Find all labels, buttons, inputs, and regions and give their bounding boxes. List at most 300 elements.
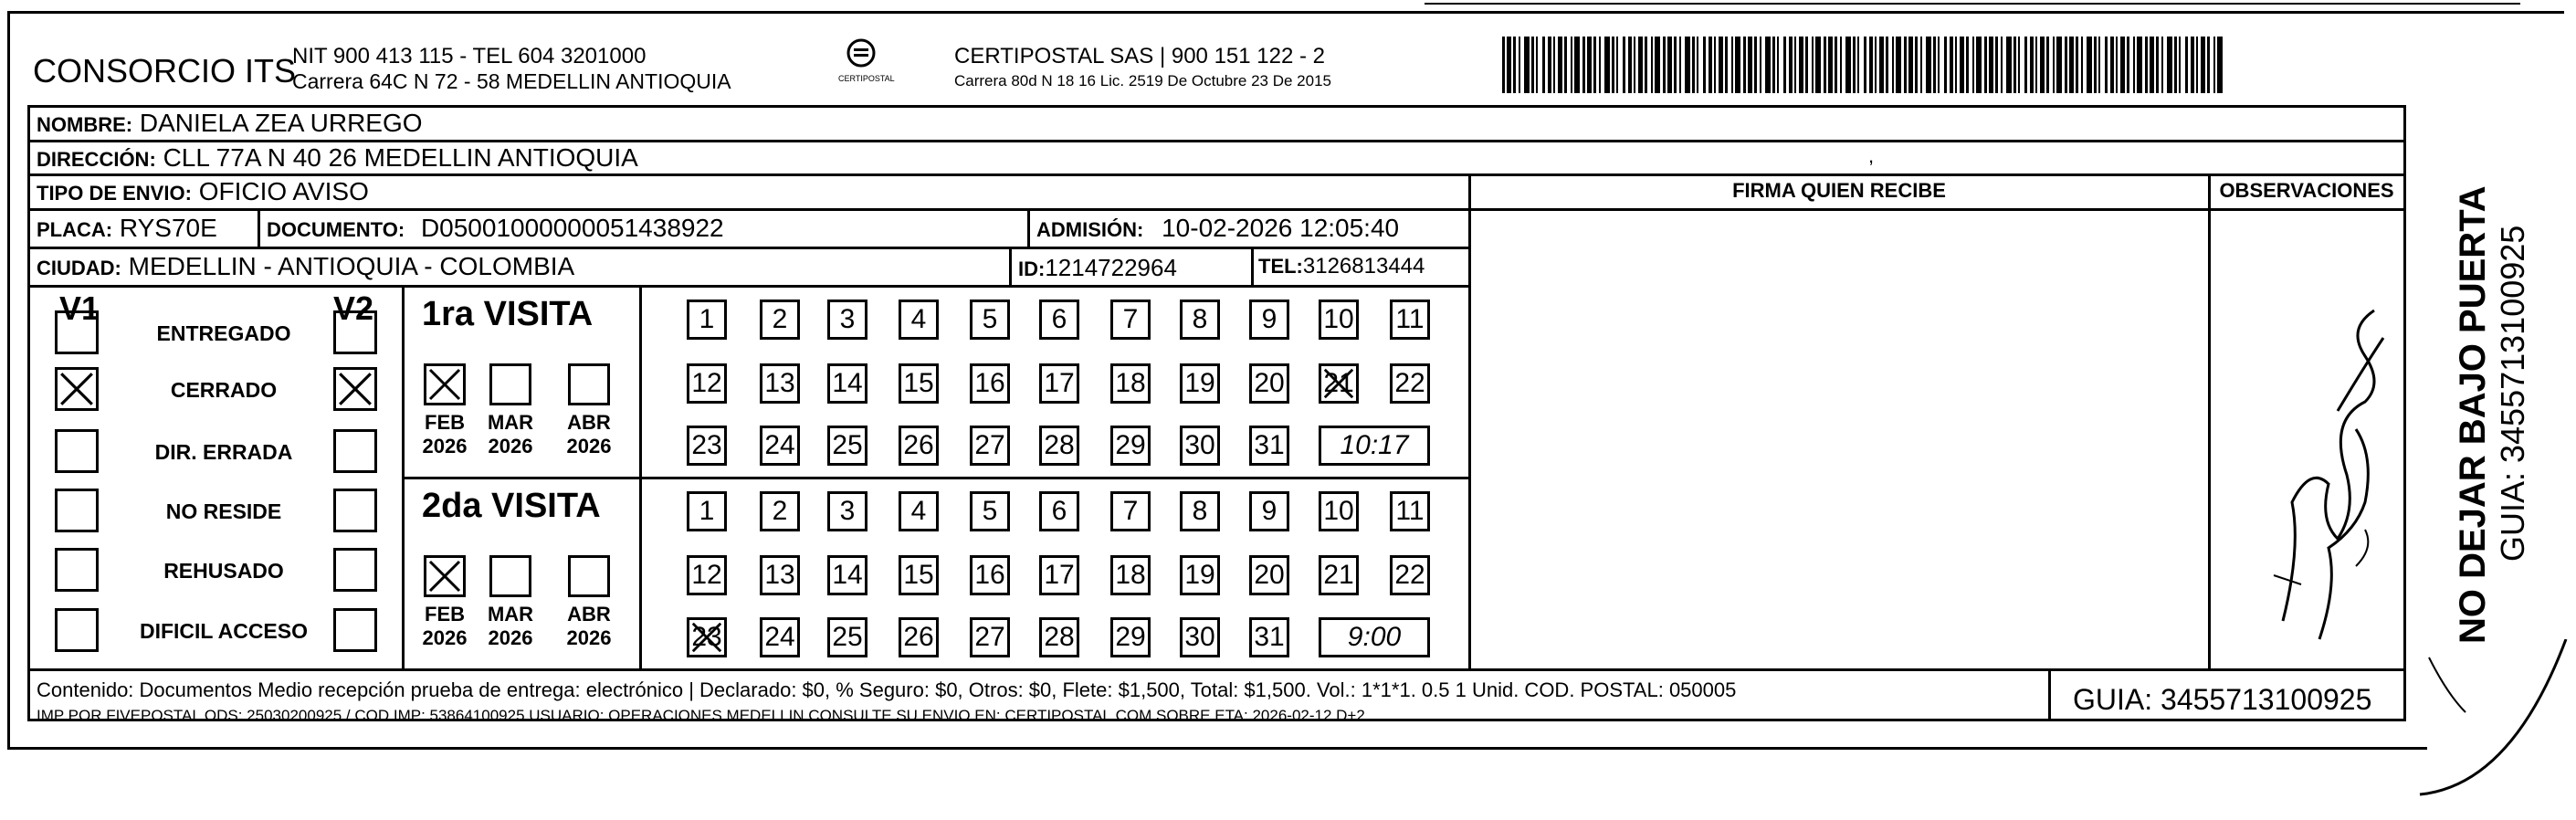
- day-cell: 23: [687, 617, 727, 657]
- barcode-bar: [1748, 37, 1752, 93]
- row-line-5: [27, 285, 1470, 288]
- barcode-bar: [1857, 37, 1859, 93]
- month-label: [560, 603, 618, 651]
- barcode-bar: [2018, 37, 2020, 93]
- barcode-bar: [1896, 37, 1901, 93]
- time-box: 10:17: [1319, 426, 1430, 466]
- barcode-bar: [1869, 37, 1873, 93]
- barcode-bar: [1524, 37, 1530, 93]
- barcode-bar: [1794, 37, 1796, 93]
- admision-sep: [1027, 208, 1030, 248]
- barcode-bar: [2145, 37, 2148, 93]
- barcode-bar: [1638, 37, 1643, 93]
- ciudad-cell: [37, 254, 574, 279]
- time-box: 9:00: [1319, 617, 1430, 657]
- day-cell: 27: [970, 426, 1010, 466]
- day-cell: 17: [1039, 363, 1079, 404]
- day-cell: 1: [687, 300, 727, 340]
- barcode-bar: [2098, 37, 2100, 93]
- v1-checkbox: [55, 367, 99, 411]
- day-cell: 9: [1249, 491, 1289, 531]
- direccion-row: [37, 145, 638, 171]
- day-cell: 22: [1390, 555, 1430, 595]
- day-cell: 2: [760, 491, 800, 531]
- tel-value: 3126813444: [1302, 254, 1425, 279]
- day-cell: 28: [1039, 617, 1079, 657]
- month-name: FEB: [425, 603, 465, 626]
- barcode-bar: [2156, 37, 2159, 93]
- barcode-bar: [1679, 37, 1681, 93]
- barcode-bar: [1719, 37, 1723, 93]
- barcode-bar: [1989, 37, 1993, 93]
- day-cell: 29: [1110, 426, 1151, 466]
- barcode-bar: [2137, 37, 2142, 93]
- grid-top-line: [27, 105, 2406, 108]
- day-cell: 14: [827, 555, 867, 595]
- barcode-bar: [1513, 37, 1516, 93]
- barcode-bar: [1582, 37, 1585, 93]
- outer-frame-top: [7, 11, 2564, 14]
- barcode-bar: [1714, 37, 1716, 93]
- day-cell: 4: [899, 491, 939, 531]
- day-cell: 20: [1249, 555, 1289, 595]
- certipostal-logo: [838, 37, 895, 91]
- tipo-row: [37, 179, 369, 205]
- day-cell: 28: [1039, 426, 1079, 466]
- barcode-bar: [2069, 37, 2074, 93]
- v2-checkbox: [333, 429, 377, 473]
- barcode-bar: [1960, 37, 1964, 93]
- barcode-bar: [2001, 37, 2003, 93]
- visit-title: 2da VISITA: [422, 487, 601, 525]
- month-year: 2026: [566, 626, 612, 650]
- day-cell: 8: [1180, 300, 1220, 340]
- barcode-bar: [1519, 37, 1520, 93]
- firma-header: FIRMA QUIEN RECIBE: [1732, 179, 1946, 202]
- v1-checkbox: [55, 310, 99, 354]
- day-cell: 10: [1319, 300, 1359, 340]
- month-name: MAR: [487, 603, 534, 626]
- documento-label: DOCUMENTO:: [267, 218, 405, 241]
- barcode-bar: [1655, 37, 1660, 93]
- day-cell: 26: [899, 617, 939, 657]
- month-year: 2026: [488, 626, 533, 650]
- day-cell: 25: [827, 617, 867, 657]
- nombre-value: DANIELA ZEA URREGO: [139, 109, 423, 137]
- row-line-4: [27, 247, 1470, 249]
- barcode-bar: [1507, 37, 1511, 93]
- barcode-bar: [1628, 37, 1632, 93]
- day-cell: 12: [687, 555, 727, 595]
- v2-checkbox: [333, 608, 377, 652]
- barcode-bar: [1587, 37, 1592, 93]
- v2-checkbox: [333, 310, 377, 354]
- barcode-bar: [1933, 37, 1936, 93]
- barcode-bar: [1692, 37, 1695, 93]
- barcode-bar: [1783, 37, 1786, 93]
- day-cell: 30: [1180, 617, 1220, 657]
- barcode-bar: [1772, 37, 1775, 93]
- id-value: 1214722964: [1045, 254, 1177, 281]
- obs-left-line: [2208, 173, 2211, 671]
- day-cell: 7: [1110, 300, 1151, 340]
- day-cell: 13: [760, 555, 800, 595]
- barcode-bar: [2035, 37, 2037, 93]
- tipo-label: TIPO DE ENVIO:: [37, 182, 192, 205]
- barcode-bar: [2110, 37, 2114, 93]
- v1-checkbox: [55, 489, 99, 532]
- no-dejar-bajo-puerta: NO DEJAR BAJO PUERTA: [2453, 185, 2493, 644]
- barcode-bar: [1966, 37, 1969, 93]
- barcode-bar: [1531, 37, 1534, 93]
- barcode-bar: [1502, 37, 1505, 93]
- tipo-value: OFICIO AVISO: [198, 177, 369, 205]
- day-cell: 13: [760, 363, 800, 404]
- day-cell: 12: [687, 363, 727, 404]
- barcode: [1502, 37, 2228, 93]
- footer-line2: IMP POR FIVEPOSTAL ODS: 25030200925 / COD.IMP: 53864100925 USUARIO: OPERACIONES MEDELLIN CONSULTE SU ENVIO EN: CERTIPOSTAL.COM SOBRE ETA: 2026-02-12 D+2: [37, 707, 1365, 724]
- month-name: MAR: [487, 411, 534, 434]
- month-year: 2026: [488, 435, 533, 458]
- status-label: REHUSADO: [163, 559, 284, 583]
- company-nit-tel: NIT 900 413 115 - TEL 604 3201000: [292, 44, 647, 68]
- day-cell: 23: [687, 426, 727, 466]
- day-cell: 24: [760, 617, 800, 657]
- barcode-bar: [1709, 37, 1712, 93]
- barcode-bar: [1667, 37, 1672, 93]
- certipostal-line2: Carrera 80d N 18 16 Lic. 2519 De Octubre 23 De 2015: [954, 72, 1331, 89]
- day-cell: 20: [1249, 363, 1289, 404]
- day-cell: 3: [827, 491, 867, 531]
- observaciones-header: OBSERVACIONES: [2219, 179, 2394, 202]
- barcode-bar: [1760, 37, 1761, 93]
- month-name: ABR: [567, 411, 611, 434]
- barcode-bar: [1604, 37, 1610, 93]
- barcode-bar: [2207, 37, 2210, 93]
- day-cell: 11: [1390, 491, 1430, 531]
- barcode-bar: [2076, 37, 2078, 93]
- certipostal-line1: CERTIPOSTAL SAS | 900 151 122 - 2: [954, 44, 1325, 68]
- v2-checkbox: [333, 548, 377, 592]
- ciudad-label: CIUDAD:: [37, 257, 121, 279]
- days-left-line: [639, 285, 642, 671]
- tel-cell: [1258, 256, 1425, 278]
- company-name: CONSORCIO ITS: [33, 52, 297, 89]
- barcode-bar: [1697, 37, 1698, 93]
- barcode-bar: [2196, 37, 2198, 93]
- id-sep: [1009, 247, 1012, 287]
- barcode-bar: [1950, 37, 1953, 93]
- barcode-bar: [1703, 37, 1706, 93]
- barcode-bar: [1886, 37, 1888, 93]
- barcode-bar: [1908, 37, 1913, 93]
- barcode-bar: [1574, 37, 1580, 93]
- day-cell: 25: [827, 426, 867, 466]
- month-name: FEB: [425, 411, 465, 434]
- barcode-bar: [2013, 37, 2016, 93]
- placa-cell: [37, 216, 217, 241]
- barcode-bar: [1853, 37, 1856, 93]
- day-cell: 6: [1039, 300, 1079, 340]
- logo-text: CERTIPOSTAL: [838, 74, 895, 83]
- barcode-bar: [2127, 37, 2129, 93]
- barcode-bar: [2087, 37, 2092, 93]
- barcode-bar: [2120, 37, 2125, 93]
- v2-checkbox: [333, 367, 377, 411]
- handwritten-signature: [2228, 274, 2402, 657]
- barcode-bar: [1904, 37, 1907, 93]
- barcode-bar: [1634, 37, 1635, 93]
- documento-cell: [267, 216, 724, 241]
- barcode-bar: [2065, 37, 2067, 93]
- barcode-bar: [2133, 37, 2135, 93]
- day-cell: 18: [1110, 555, 1151, 595]
- curled-edge-stroke: [2411, 639, 2575, 820]
- barcode-bar: [1623, 37, 1625, 93]
- barcode-bar: [1984, 37, 1987, 93]
- barcode-bar: [1824, 37, 1826, 93]
- barcode-bar: [1864, 37, 1866, 93]
- v1-checkbox: [55, 608, 99, 652]
- barcode-bar: [2185, 37, 2188, 93]
- barcode-bar: [1564, 37, 1567, 93]
- barcode-bar: [2201, 37, 2205, 93]
- barcode-bar: [2046, 37, 2049, 93]
- day-cell: 17: [1039, 555, 1079, 595]
- v1-checkbox: [55, 429, 99, 473]
- company-address: Carrera 64C N 72 - 58 MEDELLIN ANTIOQUIA: [292, 69, 731, 93]
- barcode-bar: [1725, 37, 1728, 93]
- status-label: ENTREGADO: [156, 321, 291, 345]
- visit-mid-line: [402, 477, 1470, 479]
- barcode-bar: [1892, 37, 1894, 93]
- barcode-bar: [1840, 37, 1842, 93]
- month-checkbox: [568, 555, 610, 597]
- barcode-bar: [2150, 37, 2154, 93]
- v1-checkbox: [55, 548, 99, 592]
- certipostal-logo-icon: [838, 37, 884, 73]
- barcode-bar: [2191, 37, 2194, 93]
- barcode-bar: [1938, 37, 1940, 93]
- barcode-bar: [2161, 37, 2163, 93]
- day-cell: 15: [899, 363, 939, 404]
- barcode-bar: [1828, 37, 1833, 93]
- barcode-bar: [1812, 37, 1814, 93]
- barcode-bar: [1976, 37, 1982, 93]
- month-year: 2026: [422, 626, 468, 650]
- pen-tick: ,: [1868, 144, 1875, 167]
- barcode-bar: [1920, 37, 1922, 93]
- barcode-bar: [1944, 37, 1947, 93]
- barcode-bar: [2081, 37, 2083, 93]
- status-label: NO RESIDE: [165, 499, 282, 523]
- nombre-row: [37, 110, 423, 136]
- day-cell: 22: [1390, 363, 1430, 404]
- id-label: ID:: [1018, 258, 1046, 280]
- barcode-bar: [1593, 37, 1596, 93]
- day-cell: 5: [970, 491, 1010, 531]
- barcode-bar: [2213, 37, 2215, 93]
- day-cell: 29: [1110, 617, 1151, 657]
- barcode-bar: [1955, 37, 1957, 93]
- barcode-bar: [1651, 37, 1653, 93]
- day-cell: 4: [899, 300, 939, 340]
- barcode-bar: [2167, 37, 2172, 93]
- footer-line1: Contenido: Documentos Medio recepción prueba de entrega: electrónico | Declarado: $0, % Seguro: $0, Otros: $0, Flete: $1,500, Total: $1,500. Vol.: 1*1*1. 0.5 1 Unid. COD. POSTAL: 050005: [37, 678, 1737, 701]
- placa-value: RYS70E: [119, 214, 217, 242]
- barcode-bar: [2116, 37, 2118, 93]
- barcode-bar: [1765, 37, 1771, 93]
- barcode-bar: [1599, 37, 1601, 93]
- barcode-bar: [1616, 37, 1618, 93]
- admision-label: ADMISIÓN:: [1036, 218, 1144, 241]
- tel-label: TEL:: [1258, 255, 1303, 278]
- day-cell: 19: [1180, 363, 1220, 404]
- day-cell: 11: [1390, 300, 1430, 340]
- barcode-bar: [2024, 37, 2027, 93]
- barcode-bar: [1542, 37, 1545, 93]
- day-cell: 2: [760, 300, 800, 340]
- day-cell: 18: [1110, 363, 1151, 404]
- barcode-bar: [2179, 37, 2181, 93]
- admision-cell: [1036, 216, 1399, 241]
- day-cell: 31: [1249, 617, 1289, 657]
- month-checkbox: [424, 555, 466, 597]
- barcode-bar: [1835, 37, 1837, 93]
- month-checkbox: [489, 363, 531, 405]
- barcode-bar: [2105, 37, 2108, 93]
- barcode-bar: [1685, 37, 1690, 93]
- tel-sep: [1251, 247, 1254, 287]
- barcode-bar: [1789, 37, 1793, 93]
- visit-title: 1ra VISITA: [422, 295, 594, 333]
- day-cell: 30: [1180, 426, 1220, 466]
- month-year: 2026: [566, 435, 612, 458]
- month-label: [415, 411, 474, 459]
- barcode-bar: [2040, 37, 2045, 93]
- row-line-2: [27, 173, 2406, 176]
- barcode-bar: [1612, 37, 1614, 93]
- barcode-bar: [1995, 37, 1998, 93]
- barcode-bar: [1777, 37, 1779, 93]
- day-cell: 21: [1319, 555, 1359, 595]
- barcode-bar: [1536, 37, 1538, 93]
- barcode-bar: [1645, 37, 1647, 93]
- side-guia: GUIA: 3455713100925: [2494, 225, 2531, 562]
- month-checkbox: [424, 363, 466, 405]
- barcode-bar: [1735, 37, 1740, 93]
- status-label: CERRADO: [170, 378, 278, 402]
- day-cell: 6: [1039, 491, 1079, 531]
- month-label: [560, 411, 618, 459]
- id-cell: [1018, 256, 1177, 279]
- admision-value: 10-02-2026 12:05:40: [1162, 214, 1400, 242]
- day-cell: 19: [1180, 555, 1220, 595]
- barcode-bar: [1731, 37, 1733, 93]
- barcode-bar: [2056, 37, 2062, 93]
- day-cell: 16: [970, 555, 1010, 595]
- month-name: ABR: [567, 603, 611, 626]
- outer-frame-left: [7, 11, 10, 749]
- month-checkbox: [489, 555, 531, 597]
- day-cell: 31: [1249, 426, 1289, 466]
- row-line-3: [27, 208, 2406, 211]
- barcode-bar: [1553, 37, 1555, 93]
- firma-left-line: [1468, 173, 1471, 671]
- month-year: 2026: [422, 435, 468, 458]
- barcode-bar: [1663, 37, 1666, 93]
- barcode-bar: [1571, 37, 1572, 93]
- barcode-bar: [1558, 37, 1562, 93]
- placa-label: PLACA:: [37, 218, 113, 241]
- day-cell: 10: [1319, 491, 1359, 531]
- day-cell: 24: [760, 426, 800, 466]
- direccion-value: CLL 77A N 40 26 MEDELLIN ANTIOQUIA: [163, 143, 638, 172]
- barcode-bar: [2030, 37, 2034, 93]
- day-cell: 1: [687, 491, 727, 531]
- barcode-bar: [2053, 37, 2055, 93]
- barcode-bar: [2094, 37, 2097, 93]
- barcode-bar: [1674, 37, 1677, 93]
- placa-sep: [258, 208, 260, 248]
- documento-value: D05001000000051438922: [420, 214, 724, 242]
- v2-header: V2: [333, 289, 374, 327]
- month-label: [481, 603, 540, 651]
- grid-left-line: [27, 105, 30, 721]
- top-edge-line: [1425, 3, 2520, 5]
- barcode-bar: [1805, 37, 1808, 93]
- day-cell: 16: [970, 363, 1010, 404]
- barcode-bar: [1915, 37, 1918, 93]
- ciudad-value: MEDELLIN - ANTIOQUIA - COLOMBIA: [128, 252, 575, 280]
- footer-guia: GUIA: 3455713100925: [2073, 683, 2372, 716]
- v1-header: V1: [59, 289, 100, 327]
- barcode-bar: [1799, 37, 1803, 93]
- day-cell: 27: [970, 617, 1010, 657]
- day-cell: 7: [1110, 491, 1151, 531]
- day-cell: 26: [899, 426, 939, 466]
- barcode-bar: [2217, 37, 2223, 93]
- outer-frame-bottom: [7, 747, 2427, 750]
- day-cell: 21: [1319, 363, 1359, 404]
- barcode-bar: [1879, 37, 1884, 93]
- month-label: [481, 411, 540, 459]
- barcode-bar: [1815, 37, 1821, 93]
- month-label: [415, 603, 474, 651]
- day-cell: 5: [970, 300, 1010, 340]
- barcode-bar: [1754, 37, 1757, 93]
- day-cell: 8: [1180, 491, 1220, 531]
- barcode-bar: [1926, 37, 1931, 93]
- row-line-1: [27, 140, 2406, 142]
- v2-checkbox: [333, 489, 377, 532]
- status-label: DIR. ERRADA: [154, 440, 293, 464]
- footer-guia-sep: [2048, 668, 2051, 721]
- barcode-bar: [1972, 37, 1974, 93]
- barcode-bar: [2174, 37, 2177, 93]
- barcode-bar: [1875, 37, 1877, 93]
- direccion-label: DIRECCIÓN:: [37, 148, 156, 171]
- day-cell: 14: [827, 363, 867, 404]
- day-cell: 9: [1249, 300, 1289, 340]
- day-cell: 3: [827, 300, 867, 340]
- status-label: DIFICIL ACCESO: [139, 619, 308, 643]
- month-checkbox: [568, 363, 610, 405]
- barcode-bar: [1845, 37, 1851, 93]
- day-cell: 15: [899, 555, 939, 595]
- barcode-bar: [1548, 37, 1551, 93]
- nombre-label: NOMBRE:: [37, 113, 133, 136]
